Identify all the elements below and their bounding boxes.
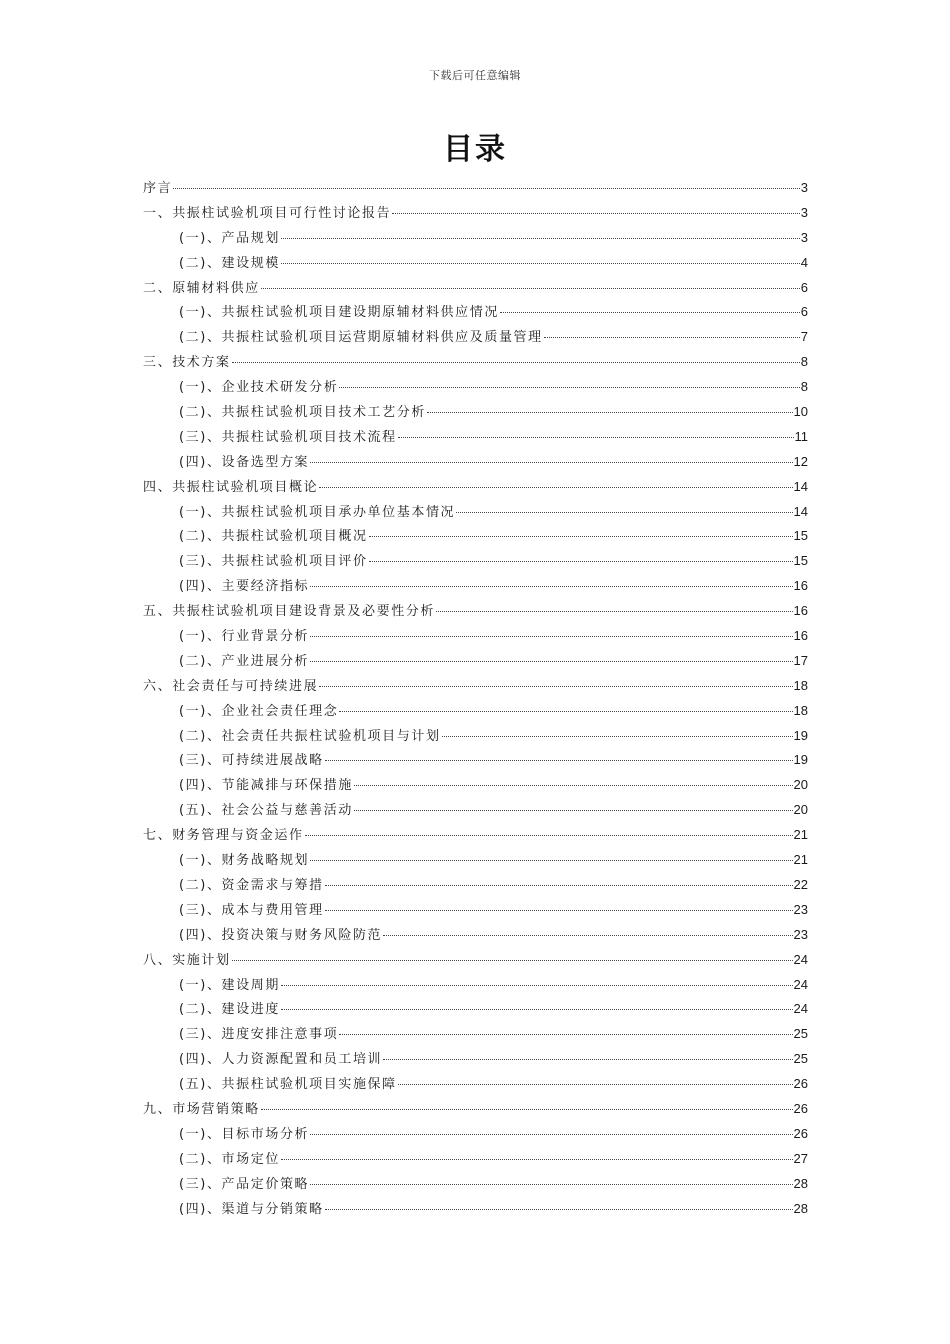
toc-section-entry[interactable] xyxy=(143,823,808,848)
toc-entry-title: 一、共振柱试验机项目可行性讨论报告 xyxy=(143,205,392,221)
toc-entry-page-number: 24 xyxy=(793,1001,808,1017)
toc-subsection-entry[interactable] xyxy=(143,848,808,873)
toc-entry-page-number: 6 xyxy=(800,304,808,320)
toc-entry-page-number: 20 xyxy=(793,777,808,793)
toc-entry-title: (三)、可持续进展战略 xyxy=(179,753,324,769)
toc-entry-title: (二)、建设规模 xyxy=(179,255,280,271)
toc-entry-page-number: 20 xyxy=(793,802,808,818)
toc-dot-leader xyxy=(544,337,800,338)
toc-subsection-entry[interactable] xyxy=(143,773,808,798)
table-of-contents xyxy=(143,176,808,1221)
toc-entry-page-number: 14 xyxy=(793,503,808,519)
toc-dot-leader xyxy=(369,536,793,537)
toc-dot-leader xyxy=(398,1084,793,1085)
toc-entry-title: (一)、目标市场分析 xyxy=(179,1126,310,1142)
toc-dot-leader xyxy=(500,312,800,313)
toc-dot-leader xyxy=(325,760,793,761)
toc-entry-page-number: 25 xyxy=(793,1026,808,1042)
toc-entry-page-number: 23 xyxy=(793,926,808,942)
toc-entry-page-number: 28 xyxy=(793,1200,808,1216)
toc-entry-title: (二)、资金需求与筹措 xyxy=(179,877,324,893)
toc-subsection-entry[interactable] xyxy=(143,300,808,325)
toc-entry-title: (二)、社会责任共振柱试验机项目与计划 xyxy=(179,728,441,744)
toc-subsection-entry[interactable] xyxy=(143,400,808,425)
toc-entry-page-number: 15 xyxy=(793,553,808,569)
toc-dot-leader xyxy=(392,213,800,214)
toc-entry-title: (五)、共振柱试验机项目实施保障 xyxy=(179,1077,397,1093)
toc-entry-title: 八、实施计划 xyxy=(143,952,231,968)
toc-entry-page-number: 18 xyxy=(793,702,808,718)
toc-entry-title: (二)、共振柱试验机项目运营期原辅材料供应及质量管理 xyxy=(179,330,543,346)
toc-subsection-entry[interactable] xyxy=(143,923,808,948)
toc-dot-leader xyxy=(442,736,793,737)
toc-dot-leader xyxy=(354,810,793,811)
toc-subsection-entry[interactable] xyxy=(143,325,808,350)
toc-entry-page-number: 24 xyxy=(793,976,808,992)
toc-entry-title: (一)、产品规划 xyxy=(179,230,280,246)
toc-entry-title: (四)、人力资源配置和员工培训 xyxy=(179,1052,383,1068)
toc-entry-page-number: 6 xyxy=(800,279,808,295)
toc-entry-page-number: 22 xyxy=(793,876,808,892)
toc-subsection-entry[interactable] xyxy=(143,997,808,1022)
toc-entry-title: (三)、产品定价策略 xyxy=(179,1176,310,1192)
toc-section-entry[interactable] xyxy=(143,475,808,500)
toc-dot-leader xyxy=(339,387,799,388)
toc-section-entry[interactable] xyxy=(143,176,808,201)
toc-dot-leader xyxy=(319,487,792,488)
toc-entry-title: (二)、建设进度 xyxy=(179,1002,280,1018)
toc-subsection-entry[interactable] xyxy=(143,1047,808,1072)
toc-subsection-entry[interactable] xyxy=(143,1122,808,1147)
toc-dot-leader xyxy=(325,910,793,911)
toc-entry-title: (一)、财务战略规划 xyxy=(179,853,310,869)
toc-entry-title: 三、技术方案 xyxy=(143,355,231,371)
toc-entry-title: (四)、主要经济指标 xyxy=(179,579,310,595)
toc-entry-page-number: 3 xyxy=(800,229,808,245)
toc-dot-leader xyxy=(427,412,793,413)
toc-dot-leader xyxy=(310,661,792,662)
toc-dot-leader xyxy=(339,711,792,712)
toc-subsection-entry[interactable] xyxy=(143,724,808,749)
toc-entry-page-number: 3 xyxy=(800,180,808,195)
toc-dot-leader xyxy=(305,835,793,836)
toc-entry-title: 七、财务管理与资金运作 xyxy=(143,828,304,844)
toc-entry-title: (一)、行业背景分析 xyxy=(179,629,310,645)
toc-dot-leader xyxy=(281,238,800,239)
toc-entry-page-number: 8 xyxy=(800,354,808,370)
toc-subsection-entry[interactable] xyxy=(143,450,808,475)
toc-dot-leader xyxy=(281,263,800,264)
toc-entry-page-number: 16 xyxy=(793,603,808,619)
toc-entry-title: 六、社会责任与可持续进展 xyxy=(143,678,319,694)
toc-subsection-entry[interactable] xyxy=(143,624,808,649)
toc-subsection-entry[interactable] xyxy=(143,500,808,525)
toc-subsection-entry[interactable] xyxy=(143,898,808,923)
toc-dot-leader xyxy=(456,512,792,513)
toc-dot-leader xyxy=(173,188,800,189)
toc-subsection-entry[interactable] xyxy=(143,226,808,251)
toc-section-entry[interactable] xyxy=(143,674,808,699)
toc-dot-leader xyxy=(369,561,793,562)
toc-entry-page-number: 15 xyxy=(793,528,808,544)
toc-subsection-entry[interactable] xyxy=(143,748,808,773)
header-note: 下载后可任意编辑 xyxy=(429,69,521,82)
toc-dot-leader xyxy=(339,1034,792,1035)
toc-entry-title: 二、原辅材料供应 xyxy=(143,280,260,296)
toc-entry-page-number: 21 xyxy=(793,827,808,843)
toc-subsection-entry[interactable] xyxy=(143,798,808,823)
toc-entry-page-number: 18 xyxy=(793,677,808,693)
toc-entry-page-number: 26 xyxy=(793,1125,808,1141)
toc-title: 目录 xyxy=(443,132,507,167)
toc-subsection-entry[interactable] xyxy=(143,574,808,599)
toc-entry-title: (二)、市场定位 xyxy=(179,1151,280,1167)
toc-subsection-entry[interactable] xyxy=(143,699,808,724)
toc-entry-page-number: 21 xyxy=(793,852,808,868)
toc-entry-title: (三)、共振柱试验机项目评价 xyxy=(179,554,368,570)
toc-section-entry[interactable] xyxy=(143,599,808,624)
toc-dot-leader xyxy=(310,636,792,637)
toc-dot-leader xyxy=(325,1209,793,1210)
toc-entry-title: (一)、共振柱试验机项目承办单位基本情况 xyxy=(179,504,456,520)
toc-dot-leader xyxy=(232,960,793,961)
toc-entry-page-number: 26 xyxy=(793,1100,808,1116)
toc-subsection-entry[interactable] xyxy=(143,549,808,574)
toc-section-entry[interactable] xyxy=(143,350,808,375)
toc-subsection-entry[interactable] xyxy=(143,524,808,549)
toc-entry-page-number: 14 xyxy=(793,478,808,494)
toc-subsection-entry[interactable] xyxy=(143,1072,808,1097)
toc-dot-leader xyxy=(232,362,800,363)
toc-dot-leader xyxy=(310,860,792,861)
toc-entry-title: (二)、产业进展分析 xyxy=(179,653,310,669)
toc-dot-leader xyxy=(310,1134,792,1135)
toc-entry-title: (二)、共振柱试验机项目技术工艺分析 xyxy=(179,405,426,421)
toc-dot-leader xyxy=(310,1184,792,1185)
toc-dot-leader xyxy=(383,935,792,936)
toc-subsection-entry[interactable] xyxy=(143,425,808,450)
toc-entry-title: (四)、投资决策与财务风险防范 xyxy=(179,927,383,943)
toc-entry-title: (一)、企业技术研发分析 xyxy=(179,380,339,396)
toc-dot-leader xyxy=(436,611,793,612)
toc-entry-page-number: 16 xyxy=(793,578,808,594)
toc-dot-leader xyxy=(354,785,793,786)
toc-entry-title: (一)、共振柱试验机项目建设期原辅材料供应情况 xyxy=(179,305,499,321)
toc-entry-title: 九、市场营销策略 xyxy=(143,1101,260,1117)
toc-subsection-entry[interactable] xyxy=(143,1147,808,1172)
toc-entry-page-number: 10 xyxy=(793,404,808,420)
toc-dot-leader xyxy=(319,686,792,687)
toc-entry-page-number: 7 xyxy=(800,329,808,345)
toc-section-entry[interactable] xyxy=(143,201,808,226)
toc-entry-page-number: 4 xyxy=(800,254,808,270)
toc-entry-title: 四、共振柱试验机项目概论 xyxy=(143,479,319,495)
toc-entry-page-number: 12 xyxy=(793,453,808,469)
toc-entry-page-number: 11 xyxy=(794,428,808,444)
toc-subsection-entry[interactable] xyxy=(143,1197,808,1222)
toc-entry-page-number: 26 xyxy=(793,1076,808,1092)
toc-entry-page-number: 23 xyxy=(793,901,808,917)
toc-entry-title: (五)、社会公益与慈善活动 xyxy=(179,803,353,819)
toc-subsection-entry[interactable] xyxy=(143,873,808,898)
toc-section-entry[interactable] xyxy=(143,948,808,973)
toc-entry-title: (三)、共振柱试验机项目技术流程 xyxy=(179,429,397,445)
toc-entry-title: (四)、渠道与分销策略 xyxy=(179,1201,324,1217)
toc-section-entry[interactable] xyxy=(143,1097,808,1122)
toc-entry-title: (四)、设备选型方案 xyxy=(179,454,310,470)
toc-entry-title: 序言 xyxy=(143,181,173,196)
toc-entry-page-number: 16 xyxy=(793,628,808,644)
toc-entry-page-number: 8 xyxy=(800,379,808,395)
toc-entry-title: (一)、建设周期 xyxy=(179,977,280,993)
toc-dot-leader xyxy=(310,462,792,463)
toc-subsection-entry[interactable] xyxy=(143,1022,808,1047)
toc-dot-leader xyxy=(261,288,800,289)
toc-entry-title: (二)、共振柱试验机项目概况 xyxy=(179,529,368,545)
toc-entry-title: (四)、节能减排与环保措施 xyxy=(179,778,353,794)
toc-dot-leader xyxy=(383,1059,792,1060)
toc-entry-page-number: 3 xyxy=(800,204,808,220)
toc-section-entry[interactable] xyxy=(143,276,808,301)
toc-entry-title: 五、共振柱试验机项目建设背景及必要性分析 xyxy=(143,604,436,620)
toc-dot-leader xyxy=(261,1109,793,1110)
toc-dot-leader xyxy=(281,1009,793,1010)
toc-entry-page-number: 19 xyxy=(793,727,808,743)
toc-subsection-entry[interactable] xyxy=(143,649,808,674)
toc-dot-leader xyxy=(398,437,794,438)
toc-subsection-entry[interactable] xyxy=(143,1172,808,1197)
toc-entry-page-number: 17 xyxy=(793,652,808,668)
toc-entry-title: (三)、成本与费用管理 xyxy=(179,902,324,918)
toc-dot-leader xyxy=(281,985,793,986)
toc-dot-leader xyxy=(281,1159,793,1160)
toc-entry-title: (三)、进度安排注意事项 xyxy=(179,1027,339,1043)
toc-dot-leader xyxy=(310,586,792,587)
toc-subsection-entry[interactable] xyxy=(143,251,808,276)
toc-entry-page-number: 24 xyxy=(793,951,808,967)
toc-subsection-entry[interactable] xyxy=(143,375,808,400)
toc-entry-page-number: 28 xyxy=(793,1175,808,1191)
toc-entry-title: (一)、企业社会责任理念 xyxy=(179,703,339,719)
toc-dot-leader xyxy=(325,885,793,886)
toc-entry-page-number: 25 xyxy=(793,1051,808,1067)
toc-entry-page-number: 27 xyxy=(793,1150,808,1166)
toc-entry-page-number: 19 xyxy=(793,752,808,768)
toc-subsection-entry[interactable] xyxy=(143,973,808,998)
